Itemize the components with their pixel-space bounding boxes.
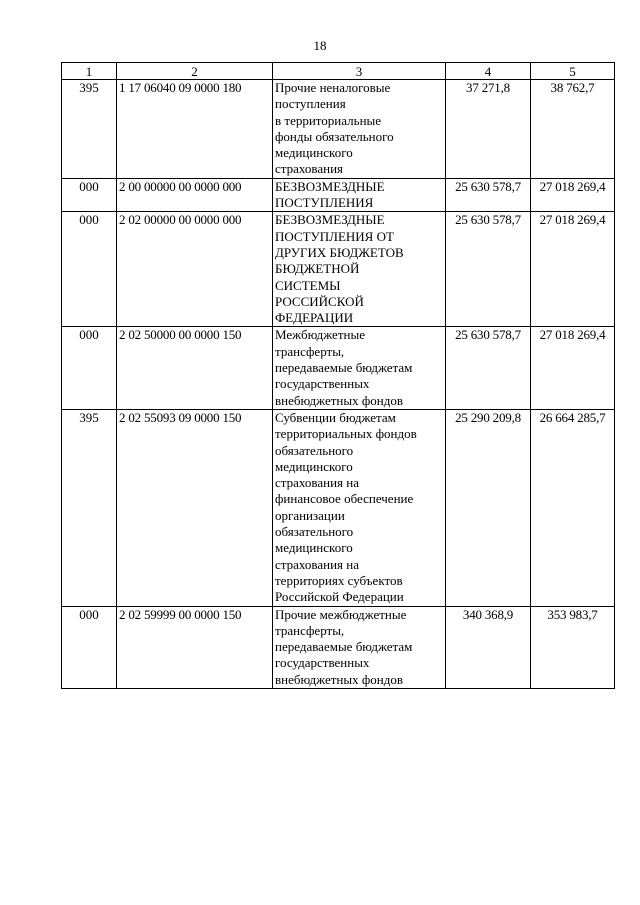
revenue-name-line: страхования [275, 161, 344, 177]
revenue-name-line: обязательного [275, 524, 354, 540]
revenue-name-line: Прочие межбюджетные [275, 606, 407, 622]
revenue-name-line: медицинского [275, 145, 353, 161]
revenue-name-line: внебюджетных фондов [275, 671, 403, 687]
revenue-name-line: трансферты, [275, 343, 345, 359]
revenue-name-cell [273, 606, 446, 688]
revenue-name-line: обязательного [275, 442, 354, 458]
revenue-name-line: Прочие неналоговые [275, 80, 391, 95]
amount-year-2-cell: 27 018 269,4 [531, 212, 615, 327]
revenue-name-cell [273, 212, 446, 327]
page-number: 18 [313, 38, 327, 53]
revenue-name-line: Российской Федерации [275, 589, 404, 605]
revenue-name-line: ДРУГИХ БЮДЖЕТОВ [275, 244, 404, 260]
revenue-name-line: трансферты, [275, 622, 345, 638]
admin-code-cell: 000 [62, 327, 117, 409]
revenue-name-cell [273, 178, 446, 212]
revenue-name-line: РОССИЙСКОЙ [275, 293, 364, 309]
amount-year-1-cell: 25 630 578,7 [446, 178, 531, 212]
column-header-1: 1 [62, 63, 117, 80]
revenue-name-line: БЮДЖЕТНОЙ [275, 261, 360, 277]
revenue-name-line: ПОСТУПЛЕНИЯ [275, 195, 374, 211]
admin-code-cell: 395 [62, 80, 117, 179]
amount-year-1-cell: 37 271,8 [446, 80, 531, 179]
amount-year-2-cell: 27 018 269,4 [531, 327, 615, 409]
revenue-name-line: внебюджетных фондов [275, 392, 403, 408]
admin-code-cell: 395 [62, 409, 117, 606]
column-header-2: 2 [117, 63, 273, 80]
revenue-name-line: передаваемые бюджетам [275, 639, 413, 655]
revenue-name-line: финансовое обеспечение [275, 491, 414, 507]
revenue-name-line: страхования на [275, 556, 359, 572]
admin-code-cell: 000 [62, 178, 117, 212]
budget-classification-code-cell: 2 02 55093 09 0000 150 [117, 409, 273, 606]
table-header-row [62, 63, 615, 80]
revenue-name-line: в территориальные [275, 112, 382, 128]
table-row [62, 80, 615, 179]
amount-year-2-cell: 38 762,7 [531, 80, 615, 179]
revenue-name-line: БЕЗВОЗМЕЗДНЫЕ [275, 178, 385, 194]
revenue-name-line: территориях субъектов [275, 572, 403, 588]
amount-year-1-cell: 340 368,9 [446, 606, 531, 688]
table-row [62, 178, 615, 212]
table-row [62, 212, 615, 327]
revenue-name-line: медицинского [275, 540, 353, 556]
column-header-4: 4 [446, 63, 531, 80]
revenue-name-line: медицинского [275, 458, 353, 474]
revenue-name-cell [273, 327, 446, 409]
revenue-name-line: ФЕДЕРАЦИИ [275, 310, 354, 326]
budget-classification-code-cell: 2 02 50000 00 0000 150 [117, 327, 273, 409]
amount-year-1-cell: 25 630 578,7 [446, 212, 531, 327]
revenue-name-line: фонды обязательного [275, 128, 394, 144]
amount-year-1-cell: 25 290 209,8 [446, 409, 531, 606]
revenue-name-line: государственных [275, 655, 370, 671]
table-row [62, 327, 615, 409]
revenue-name-line: территориальных фондов [275, 426, 417, 442]
amount-year-1-cell: 25 630 578,7 [446, 327, 531, 409]
budget-classification-code-cell: 2 00 00000 00 0000 000 [117, 178, 273, 212]
budget-classification-code-cell: 1 17 06040 09 0000 180 [117, 80, 273, 179]
revenue-name-line: СИСТЕМЫ [275, 277, 341, 293]
revenue-name-cell [273, 80, 446, 179]
amount-year-2-cell: 27 018 269,4 [531, 178, 615, 212]
revenue-name-line: страхования на [275, 475, 359, 491]
column-header-3: 3 [273, 63, 446, 80]
amount-year-2-cell: 353 983,7 [531, 606, 615, 688]
budget-table [61, 62, 615, 689]
admin-code-cell: 000 [62, 606, 117, 688]
revenue-name-line: организации [275, 507, 345, 523]
revenue-name-line: БЕЗВОЗМЕЗДНЫЕ [275, 212, 385, 228]
budget-classification-code-cell: 2 02 00000 00 0000 000 [117, 212, 273, 327]
table-row [62, 409, 615, 606]
revenue-name-line: ПОСТУПЛЕНИЯ ОТ [275, 228, 394, 244]
revenue-name-line: государственных [275, 376, 370, 392]
revenue-name-line: Межбюджетные [275, 327, 365, 343]
table-row [62, 606, 615, 688]
revenue-name-line: передаваемые бюджетам [275, 360, 413, 376]
amount-year-2-cell: 26 664 285,7 [531, 409, 615, 606]
column-header-5: 5 [531, 63, 615, 80]
budget-classification-code-cell: 2 02 59999 00 0000 150 [117, 606, 273, 688]
revenue-name-line: Субвенции бюджетам [275, 409, 396, 425]
admin-code-cell: 000 [62, 212, 117, 327]
revenue-name-cell [273, 409, 446, 606]
revenue-name-line: поступления [275, 96, 346, 112]
